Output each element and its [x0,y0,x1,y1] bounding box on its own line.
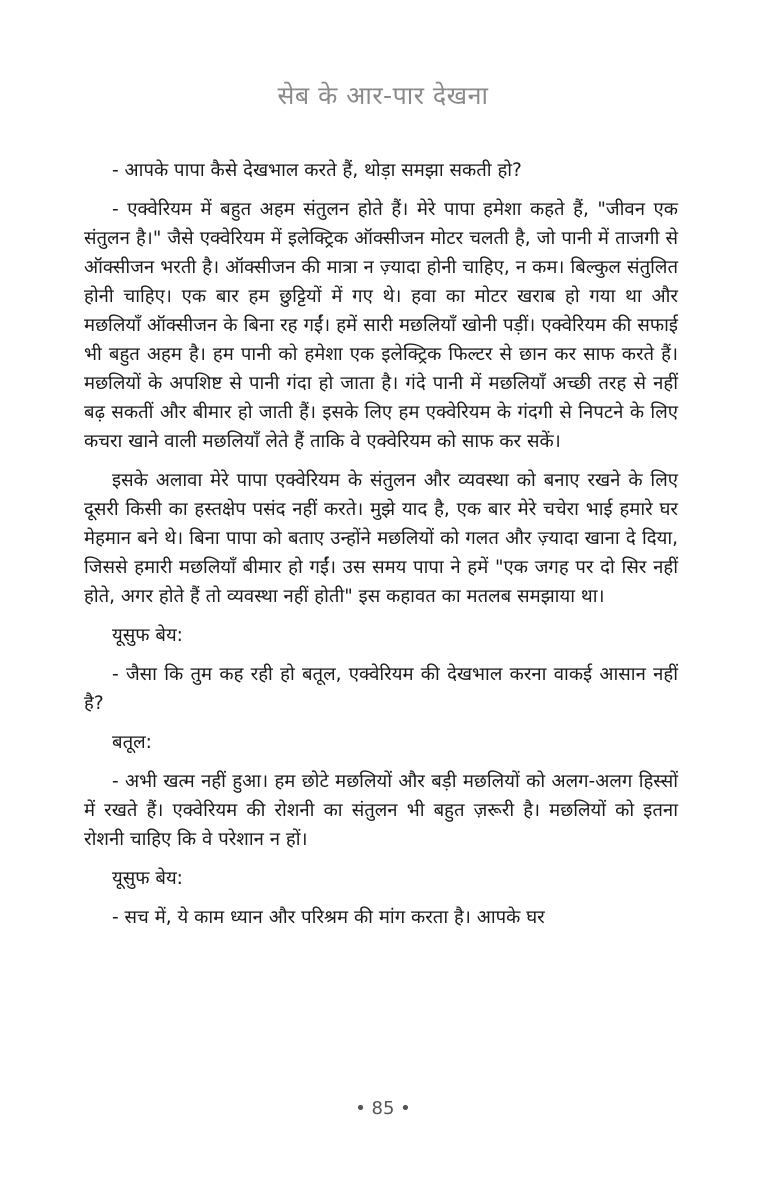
speaker-label: यूसुफ बेय: [112,868,183,889]
body-text [84,156,678,942]
paragraph-dialogue: - सच में, ये काम ध्यान और परिश्रम की मांग करता है। आपके घर [112,907,545,928]
running-title: सेब के आर-पार देखना [277,81,489,110]
speaker-label: यूसुफ बेय: [112,625,183,646]
paragraph-dialogue: - जैसा कि तुम कह रही हो बतूल, एक्वेरियम की देखभाल करना वाकई आसान नहीं है? [84,664,678,714]
paragraph-aquarium-balance: - एक्वेरियम में बहुत अहम संतुलन होते हैं। मेरे पापा हमेशा कहते हैं, "जीवन एक संतुलन है।" जैसे एक्वेरियम में इलेक्ट्रिक ऑक्सीजन मोटर चलती है, जो पानी में ताजगी से ऑक्सीजन भरती है। ऑक्सीजन की मात्रा न ज़्यादा होनी चाहिए, न कम। बिल्कुल संतुलित होनी चाहिए। एक बार हम छुट्टियों में गए थे। हवा का मोटर खराब हो गया था और मछलियाँ ऑक्सीजन के बिना रह गईं। हमें सारी मछलियाँ खोनी पड़ीं। एक्वेरियम की सफाई भी बहुत अहम है। हम पानी को हमेशा एक इलेक्ट्रिक फिल्टर से छान कर साफ करते हैं। मछलियों के अपशिष्ट से पानी गंदा हो जाता है। गंदे पानी में मछलियाँ अच्छी तरह से नहीं बढ़ सकतीं और बीमार हो जाती हैं। इसके लिए हम एक्वेरियम के गंदगी से निपटने के लिए कचरा खाने वाली मछलियाँ लेते हैं ताकि वे एक्वेरियम को साफ कर सकें। [84,199,678,452]
paragraph-father-order: इसके अलावा मेरे पापा एक्वेरियम के संतुलन और व्यवस्था को बनाए रखने के लिए दूसरी किसी का हस्तक्षेप पसंद नहीं करते। मुझे याद है, एक बार मेरे चचेरा भाई हमारे घर मेहमान बने थे। बिना पापा को बताए उन्होंने मछलियों को गलत और ज़्यादा खाना दे दिया, जिससे हमारी मछलियाँ बीमार हो गईं। उस समय पापा ने हमें "एक जगह पर दो सिर नहीं होते, अगर होते हैं तो व्यवस्था नहीं होती" इस कहावत का मतलब समझाया था। [84,470,678,607]
paragraph-question: - आपके पापा कैसे देखभाल करते हैं, थोड़ा समझा सकती हो? [112,160,522,181]
page-number: • 85 • [355,1098,411,1119]
speaker-label: बतूल: [112,732,152,753]
paragraph-dialogue: - अभी खत्म नहीं हुआ। हम छोटे मछलियों और बड़ी मछलियों को अलग-अलग हिस्सों में रखते हैं। एक्वेरियम की रोशनी का संतुलन भी बहुत ज़रूरी है। मछलियों को इतना रोशनी चाहिए कि वे परेशान न हों। [84,771,678,850]
